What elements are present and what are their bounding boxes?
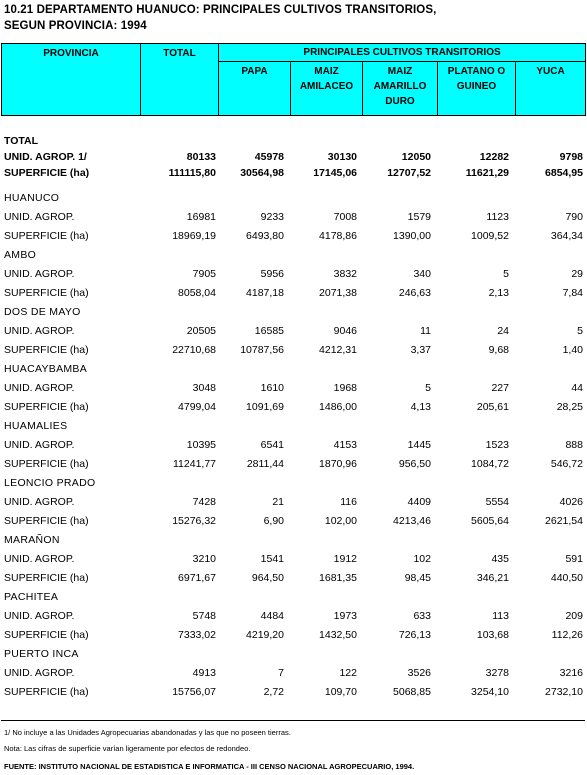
- superficie-row: [0, 398, 587, 417]
- cell-value: 5554: [485, 496, 509, 508]
- cell-value: 8058,04: [178, 287, 216, 299]
- cell-value: 103,68: [476, 629, 509, 641]
- header-total: TOTAL: [141, 44, 219, 116]
- cell-value: 4409: [407, 496, 431, 508]
- cell-value: 1973: [333, 610, 357, 622]
- total-sup-row: SUPERFICIE (ha) 111115,80 30564,98 17145,06 12707,52 11621,29 6854,95: [4, 167, 583, 179]
- cell-value: 5: [577, 325, 583, 337]
- province-name: MARAÑON: [4, 534, 60, 546]
- cell-value: 2811,44: [246, 458, 284, 470]
- row-label: SUPERFICIE (ha): [4, 344, 89, 356]
- cell-value: 3832: [333, 268, 357, 280]
- superficie-row: [0, 626, 587, 645]
- cell-value: 346,21: [476, 572, 509, 584]
- cell-value: 4026: [559, 496, 583, 508]
- cell-value: 1912: [333, 553, 357, 565]
- cell-value: 9046: [333, 325, 357, 337]
- header-maiz-amarillo-duro: MAIZ AMARILLO DURO: [363, 62, 438, 116]
- superficie-row: [0, 512, 587, 531]
- cell-value: 726,13: [398, 629, 431, 641]
- province-row: [0, 531, 587, 550]
- unid-agrop-row: [0, 550, 587, 569]
- cell-value: 29: [571, 268, 583, 280]
- table-body: [0, 133, 587, 702]
- cell-value: 3,37: [410, 344, 431, 356]
- header-platano: PLATANO O GUINEO: [438, 62, 516, 116]
- province-row: [0, 189, 587, 208]
- unid-agrop-row: [0, 265, 587, 284]
- province-name: HUAMALIES: [4, 420, 68, 432]
- cell-value: 7905: [192, 268, 216, 280]
- province-row: [0, 588, 587, 607]
- province-name: DOS DE MAYO: [4, 306, 81, 318]
- row-label: SUPERFICIE (ha): [4, 572, 89, 584]
- province-row: [0, 474, 587, 493]
- cell-value: 113: [492, 610, 509, 622]
- cell-value: 4799,04: [178, 401, 216, 413]
- province-row: [0, 417, 587, 436]
- row-label: SUPERFICIE (ha): [4, 515, 89, 527]
- cell-value: 3216: [559, 667, 583, 679]
- cell-value: 9,68: [488, 344, 509, 356]
- cell-value: 1445: [407, 439, 431, 451]
- cell-value: 546,72: [550, 458, 583, 470]
- row-label: UNID. AGROP.: [4, 325, 75, 337]
- cell-value: 2,72: [263, 686, 284, 698]
- row-label: UNID. AGROP.: [4, 211, 75, 223]
- cell-value: 2732,10: [545, 686, 583, 698]
- row-label: UNID. AGROP.: [4, 382, 75, 394]
- total-heading-row: [0, 133, 587, 149]
- cell-value: 1084,72: [471, 458, 509, 470]
- province-name: PUERTO INCA: [4, 648, 79, 660]
- cell-value: 1123: [486, 211, 509, 223]
- province-name: LEONCIO PRADO: [4, 477, 96, 489]
- cell-value: 435: [491, 553, 509, 565]
- cell-value: 1541: [260, 553, 284, 565]
- cell-value: 22710,68: [172, 344, 216, 356]
- row-label: SUPERFICIE (ha): [4, 230, 89, 242]
- cell-value: 1486,00: [319, 401, 357, 413]
- cell-value: 5605,64: [471, 515, 509, 527]
- row-label: UNID. AGROP.: [4, 667, 75, 679]
- row-label: UNID. AGROP.: [4, 610, 75, 622]
- province-row: [0, 246, 587, 265]
- cell-value: 102,00: [324, 515, 357, 527]
- cell-value: 205,61: [476, 401, 509, 413]
- province-row: [0, 303, 587, 322]
- cell-value: 956,50: [398, 458, 431, 470]
- footer-rule: [1, 720, 585, 721]
- cell-value: 364,34: [550, 230, 583, 242]
- cell-value: 7008: [333, 211, 357, 223]
- cell-value: 1390,00: [393, 230, 431, 242]
- superficie-row: [0, 284, 587, 303]
- title-line-1: 10.21 DEPARTAMENTO HUANUCO: PRINCIPALES CULTIVOS TRANSITORIOS,: [4, 4, 437, 16]
- cell-value: 16981: [186, 211, 216, 223]
- unid-agrop-row: [0, 493, 587, 512]
- cell-value: 44: [571, 382, 583, 394]
- header-provincia: PROVINCIA: [2, 44, 141, 116]
- footnote-2: Nota: Las cifras de superficie varían ligeramente por efectos de redondeo.: [4, 744, 251, 753]
- cell-value: 7,84: [562, 287, 583, 299]
- cell-value: 1610: [260, 382, 284, 394]
- cell-value: 6493,80: [246, 230, 284, 242]
- cell-value: 209: [565, 610, 583, 622]
- cell-value: 7428: [192, 496, 216, 508]
- cell-value: 340: [413, 268, 431, 280]
- cell-value: 20505: [186, 325, 216, 337]
- source-note: FUENTE: INSTITUTO NACIONAL DE ESTADISTICA E INFORMATICA - III CENSO NACIONAL AGROPECUARIO, 1994.: [4, 762, 415, 771]
- unid-agrop-row: [0, 322, 587, 341]
- row-label: UNID. AGROP.: [4, 268, 75, 280]
- title-line-2: SEGUN PROVINCIA: 1994: [4, 20, 147, 32]
- row-label: UNID. AGROP.: [4, 553, 75, 565]
- cell-value: 4212,31: [319, 344, 357, 356]
- cell-value: 4913: [192, 667, 216, 679]
- cell-value: 4187,18: [246, 287, 284, 299]
- cell-value: 11: [420, 325, 431, 337]
- cell-value: 24: [497, 325, 509, 337]
- row-label: SUPERFICIE (ha): [4, 458, 89, 470]
- cell-value: 16585: [254, 325, 284, 337]
- cell-value: 7: [278, 667, 284, 679]
- cell-value: 964,50: [251, 572, 284, 584]
- unid-agrop-row: [0, 664, 587, 683]
- cell-value: 4219,20: [246, 629, 284, 641]
- cell-value: 3526: [407, 667, 431, 679]
- table-header: [1, 43, 586, 116]
- cell-value: 15756,07: [172, 686, 216, 698]
- row-label: UNID. AGROP.: [4, 496, 75, 508]
- cell-value: 4484: [260, 610, 284, 622]
- cell-value: 1091,69: [246, 401, 284, 413]
- cell-value: 21: [272, 496, 284, 508]
- cell-value: 1,40: [562, 344, 583, 356]
- unid-agrop-row: [0, 379, 587, 398]
- cell-value: 98,45: [404, 572, 431, 584]
- cell-value: 6541: [260, 439, 284, 451]
- header-papa: PAPA: [219, 62, 291, 116]
- cell-value: 109,70: [324, 686, 357, 698]
- cell-value: 15276,32: [172, 515, 216, 527]
- cell-value: 5956: [260, 268, 284, 280]
- province-row: [0, 645, 587, 664]
- cell-value: 2071,38: [319, 287, 357, 299]
- cell-value: 4153: [333, 439, 357, 451]
- footnote-1: 1/ No incluye a las Unidades Agropecuarias abandonadas y las que no poseen tierras.: [4, 728, 291, 737]
- total-heading: TOTAL: [4, 135, 39, 147]
- cell-value: 112,26: [551, 629, 583, 641]
- cell-value: 3278: [485, 667, 509, 679]
- cell-value: 1432,50: [319, 629, 357, 641]
- superficie-row: [0, 569, 587, 588]
- cell-value: 102: [413, 553, 431, 565]
- row-label: SUPERFICIE (ha): [4, 686, 89, 698]
- province-row: [0, 360, 587, 379]
- cell-value: 3254,10: [471, 686, 509, 698]
- header-yuca: YUCA: [516, 62, 586, 116]
- cell-value: 3048: [192, 382, 216, 394]
- cell-value: 1579: [407, 211, 431, 223]
- header-maiz-amilaceo: MAIZ AMILACEO: [291, 62, 363, 116]
- cell-value: 18969,19: [172, 230, 216, 242]
- province-name: HUACAYBAMBA: [4, 363, 88, 375]
- cell-value: 1870,96: [319, 458, 357, 470]
- cell-value: 28,25: [556, 401, 583, 413]
- unid-agrop-row: [0, 208, 587, 227]
- cell-value: 5068,85: [393, 686, 431, 698]
- cell-value: 10395: [186, 439, 216, 451]
- superficie-row: [0, 683, 587, 702]
- cell-value: 2621,54: [545, 515, 583, 527]
- header-group: PRINCIPALES CULTIVOS TRANSITORIOS: [219, 44, 586, 62]
- cell-value: 1968: [333, 382, 357, 394]
- province-name: HUANUCO: [4, 192, 60, 204]
- unid-agrop-row: [0, 607, 587, 626]
- cell-value: 9233: [260, 211, 284, 223]
- superficie-row: [0, 455, 587, 474]
- cell-value: 6971,67: [178, 572, 216, 584]
- cell-value: 5748: [192, 610, 216, 622]
- unid-agrop-row: [0, 436, 587, 455]
- table-title: [4, 2, 436, 34]
- cell-value: 1523: [485, 439, 509, 451]
- province-name: PACHITEA: [4, 591, 59, 603]
- cell-value: 633: [413, 610, 431, 622]
- cell-value: 122: [339, 667, 357, 679]
- province-name: AMBO: [4, 249, 37, 261]
- total-ua-row: UNID. AGROP. 1/ 80133 45978 30130 12050 12282 9798: [4, 151, 583, 163]
- superficie-row: [0, 227, 587, 246]
- row-label: UNID. AGROP.: [4, 439, 75, 451]
- cell-value: 888: [565, 439, 583, 451]
- cell-value: 4213,46: [393, 515, 431, 527]
- cell-value: 11241,77: [172, 458, 216, 470]
- cell-value: 7333,02: [178, 629, 216, 641]
- cell-value: 246,63: [398, 287, 431, 299]
- superficie-row: [0, 341, 587, 360]
- cell-value: 2,13: [488, 287, 509, 299]
- cell-value: 227: [491, 382, 509, 394]
- cell-value: 790: [565, 211, 583, 223]
- cell-value: 5: [503, 268, 509, 280]
- cell-value: 6,90: [263, 515, 284, 527]
- cell-value: 10787,56: [240, 344, 284, 356]
- cell-value: 591: [565, 553, 583, 565]
- row-label: SUPERFICIE (ha): [4, 629, 89, 641]
- cell-value: 5: [425, 382, 431, 394]
- row-label: SUPERFICIE (ha): [4, 401, 89, 413]
- cell-value: 440,50: [550, 572, 583, 584]
- cell-value: 4178,86: [319, 230, 357, 242]
- cell-value: 116: [340, 496, 357, 508]
- cell-value: 1681,35: [319, 572, 357, 584]
- cell-value: 3210: [192, 553, 216, 565]
- row-label: SUPERFICIE (ha): [4, 287, 89, 299]
- cell-value: 4,13: [410, 401, 431, 413]
- cell-value: 1009,52: [471, 230, 509, 242]
